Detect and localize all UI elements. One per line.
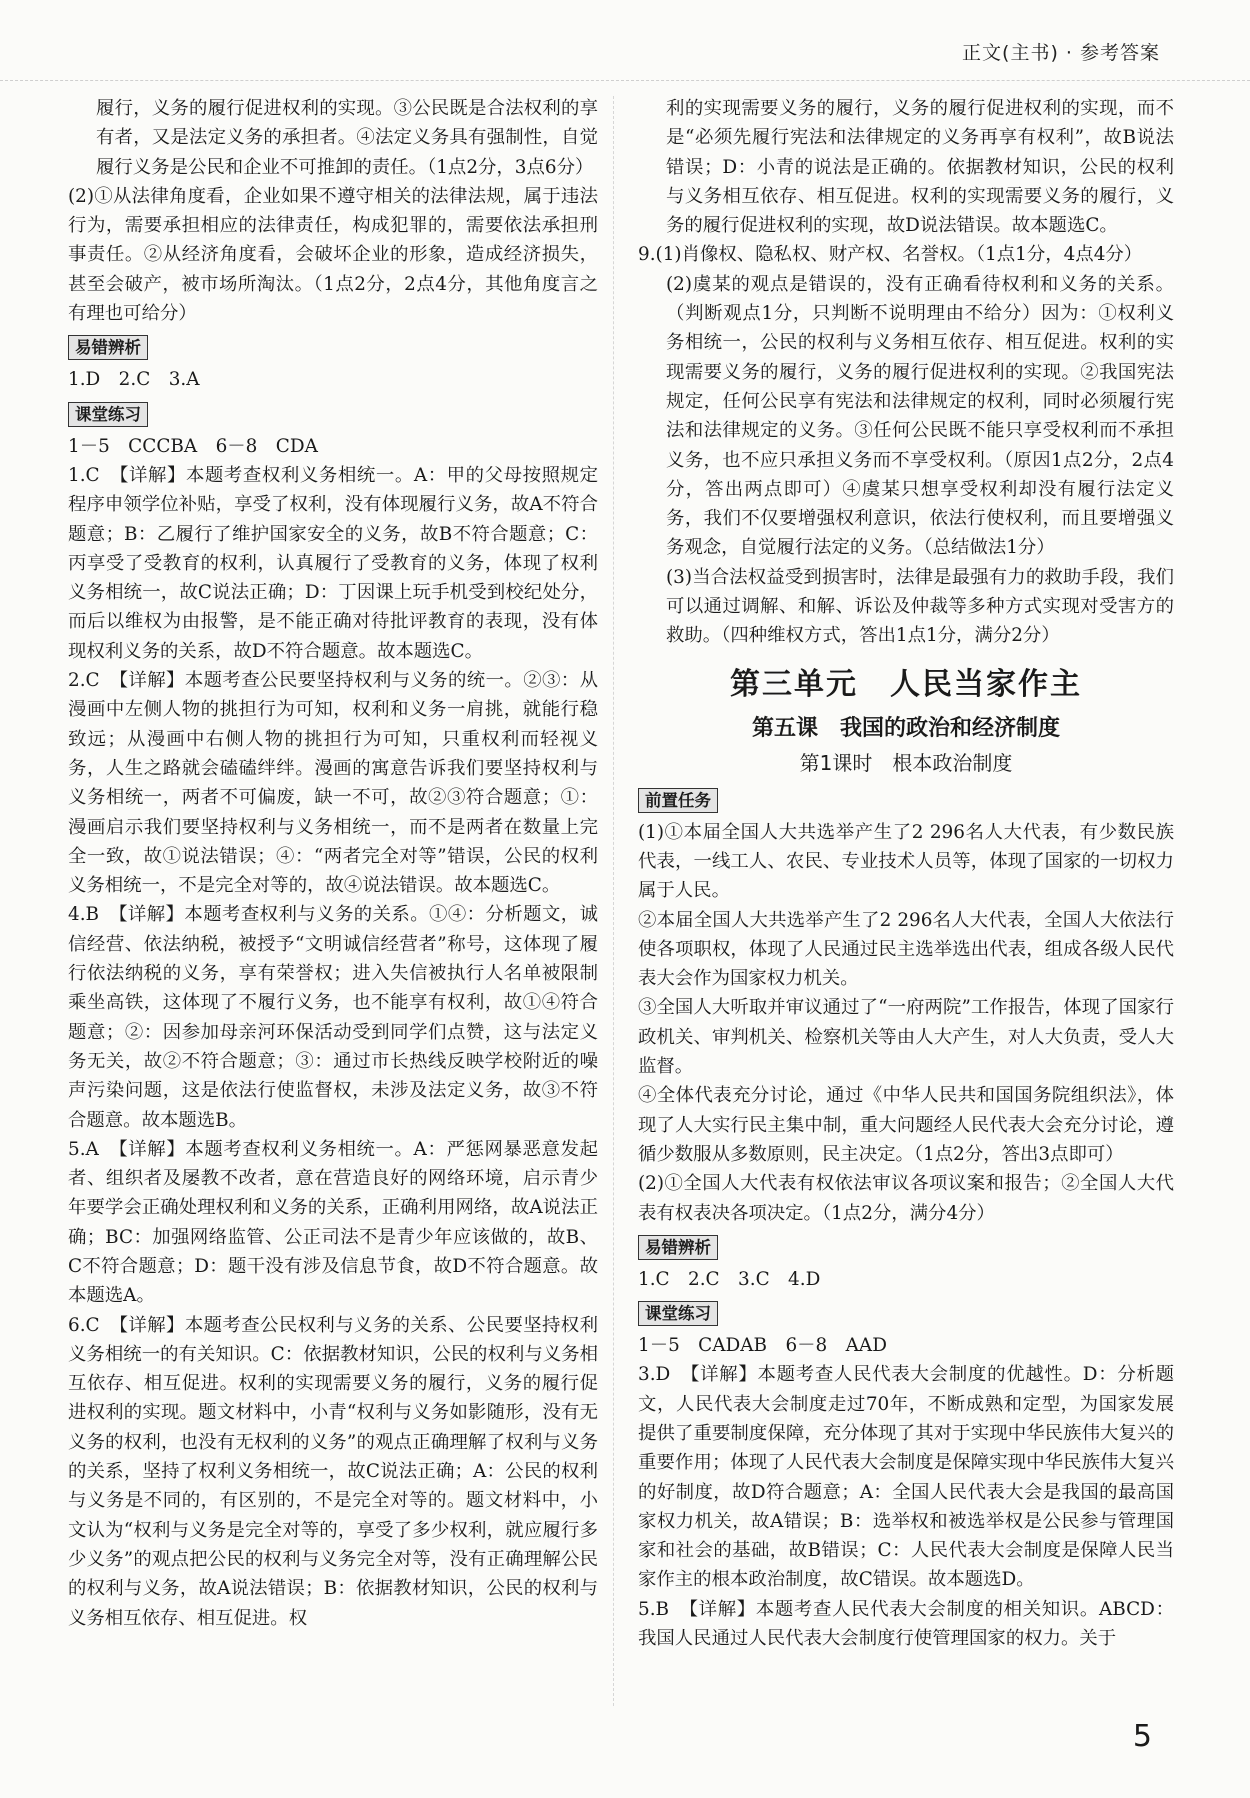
- section-tag-row: [68, 395, 598, 432]
- answer-paragraph: 2.C 【详解】本题考查公民要坚持权利与义务的统一。②③：从漫画中左侧人物的挑担行为可知，权利和义务一肩挑，就能行稳致远；从漫画中右侧人物的挑担行为可知，只重权利而轻视义务，人生之路就会磕磕绊绊。漫画的寓意告诉我们要坚持权利与义务相统一，两者不可偏废，缺一不可，故②③符合题意；①：漫画启示我们要坚持权利与义务相统一，而不是两者在数量上完全一致，故①说法错误；④：“两者完全对等”错误，公民的权利义务相统一，不是完全对等的，故④说法错误。故本题选C。: [68, 670, 598, 897]
- column-divider: [613, 96, 614, 1706]
- answer-paragraph: 6.C 【详解】本题考查公民权利与义务的关系、公民要坚持权利义务相统一的有关知识。C：依据教材知识，公民的权利与义务相互依存、相互促进。权利的实现需要义务的履行，义务的履行促进权利的实现。题文材料中，小青“权利与义务如影随形，没有无义务的权利，也没有无权利的义务”的观点正确理解了权利与义务的关系，坚持了权利义务相统一，故C说法正确；A：公民的权利与义务是不同的，有区别的，不是完全对等的。题文材料中，小文认为“权利与义务是完全对等的，享受了多少权利，就应履行多少义务”的观点把公民的权利与义务完全对等，没有正确理解公民的权利与义务，故A说法错误；B：依据教材知识，公民的权利与义务相互依存、相互促进。权: [68, 1314, 598, 1629]
- answer-paragraph: 1－5 CADAB 6－8 AAD: [638, 1335, 887, 1357]
- answer-paragraph: (3)当合法权益受到损害时，法律是最强有力的救助手段，我们可以通过调解、和解、诉讼及仲裁等多种方式实现对受害方的救助。（四种维权方式，答出1点1分，满分2分）: [666, 566, 1174, 647]
- section-tag: 易错辨析: [68, 335, 148, 360]
- answer-paragraph: 4.B 【详解】本题考查权利与义务的关系。①④：分析题文，诚信经营、依法纳税，被授予“文明诚信经营者”称号，这体现了履行依法纳税的义务，享有荣誉权；进入失信被执行人名单被限制乘坐高铁，这体现了不履行义务，也不能享有权利，故①④符合题意；②：因参加母亲河环保活动受到同学们点赞，这与法定义务无关，故②不符合题意；③：通过市长热线反映学校附近的噪声污染问题，这是依法行使监督权，未涉及法定义务，故③不符合题意。故本题选B。: [68, 904, 598, 1131]
- page-header: 正文(主书) · 参考答案: [962, 42, 1160, 64]
- answer-paragraph: 1.C 【详解】本题考查权利义务相统一。A：甲的父母按照规定程序申领学位补贴，享受了权利，没有体现履行义务，故A不符合题意；B：乙履行了维护国家安全的义务，故B不符合题意；C：丙享受了受教育的权利，认真履行了受教育的义务，体现了权利义务相统一，故C说法正确；D：丁因课上玩手机受到校纪处分，而后以维权为由报警，是不能正确对待批评教育的表现，没有体现权利义务的关系，故D不符合题意。故本题选C。: [68, 464, 598, 662]
- unit-title: 第三单元 人民当家作主: [730, 666, 1082, 702]
- answer-paragraph: 9.(1)肖像权、隐私权、财产权、名誉权。（1点1分，4点4分）: [638, 244, 1143, 266]
- answer-paragraph: (2)虞某的观点是错误的，没有正确看待权利和义务的关系。（判断观点1分，只判断不说明理由不给分）因为：①权利义务相统一，公民的权利与义务相互依存、相互促进。权利的实现需要义务的履行，义务的履行促进权利的实现。②我国宪法规定，任何公民享有宪法和法律规定的权利，同时必须履行宪法和法律规定的义务。③任何公民既不能只享受权利而不承担义务，也不应只承担义务而不享受权利。（原因1点2分，2点4分，答出两点即可）④虞某只想享受权利却没有履行法定义务，我们不仅要增强权利意识，依法行使权利，而且要增强义务观念，自觉履行法定的义务。（总结做法1分）: [666, 273, 1174, 559]
- answer-paragraph: 1－5 CCCBA 6－8 CDA: [68, 435, 318, 457]
- header-divider: [0, 80, 1250, 81]
- section-tag-row: [68, 328, 598, 365]
- answer-paragraph: 利的实现需要义务的履行，义务的履行促进权利的实现，而不是“必须先履行宪法和法律规定的义务再享有权利”，故B说法错误；D：小青的说法是正确的。依据教材知识，公民的权利与义务相互依存、相互促进。权利的实现需要义务的履行，义务的履行促进权利的实现，故D说法错误。故本题选C。: [666, 98, 1174, 237]
- answer-paragraph: 5.B 【详解】本题考查人民代表大会制度的相关知识。ABCD：我国人民通过人民代表大会制度行使管理国家的权力。关于: [638, 1598, 1174, 1650]
- section-tag-row: [638, 1294, 1174, 1331]
- section-tag-row: [638, 781, 1174, 818]
- answer-paragraph: (2)①全国人大代表有权依法审议各项议案和报告；②全国人大代表有权表决各项决定。（1点2分，满分4分）: [638, 1173, 1174, 1224]
- section-tag: 易错辨析: [638, 1235, 718, 1260]
- lesson-title: 第五课 我国的政治和经济制度: [751, 715, 1060, 741]
- answer-paragraph: (2)①从法律角度看，企业如果不遵守相关的法律法规，属于违法行为，需要承担相应的法律责任，构成犯罪的，需要依法承担刑事责任。②从经济角度看，会破坏企业的形象，造成经济损失，甚至会破产，被市场所淘汰。（1点2分，2点4分，其他角度言之有理也可给分）: [68, 185, 598, 325]
- section-tag-row: [638, 1228, 1174, 1265]
- answer-paragraph: ②本届全国人大共选举产生了2 296名人大代表，全国人大依法行使各项职权，体现了人民通过民主选举选出代表，组成各级人民代表大会作为国家权力机关。: [638, 909, 1174, 990]
- answer-paragraph: 1.D 2.C 3.A: [68, 369, 200, 391]
- section-tag: 课堂练习: [638, 1301, 718, 1326]
- answer-paragraph: 履行，义务的履行促进权利的实现。③公民既是合法权利的享有者，又是法定义务的承担者。④法定义务具有强制性，自觉履行义务是公民和企业不可推卸的责任。（1点2分，3点6分）: [96, 98, 598, 178]
- answer-paragraph: (1)①本届全国人大共选举产生了2 296名人大代表，有少数民族代表，一线工人、农民、专业技术人员等，体现了国家的一切权力属于人民。: [638, 821, 1174, 902]
- left-column: [68, 94, 598, 1633]
- section-tag: 课堂练习: [68, 402, 148, 427]
- answer-paragraph: 1.C 2.C 3.C 4.D: [638, 1268, 821, 1290]
- page-number: 5: [1132, 1719, 1152, 1754]
- period-title: 第1课时 根本政治制度: [799, 750, 1013, 775]
- right-column: [638, 94, 1174, 1653]
- section-tag: 前置任务: [638, 788, 718, 813]
- answer-paragraph: ③全国人大听取并审议通过了“一府两院”工作报告，体现了国家行政机关、审判机关、检察机关等由人大产生，对人大负责，受人大监督。: [638, 997, 1174, 1078]
- answer-paragraph: ④全体代表充分讨论，通过《中华人民共和国国务院组织法》，体现了人大实行民主集中制，重大问题经人民代表大会充分讨论，遵循少数服从多数原则，民主决定。（1点2分，答出3点即可）: [638, 1085, 1174, 1165]
- answer-paragraph: 3.D 【详解】本题考查人民代表大会制度的优越性。D：分析题文，人民代表大会制度走过70年，不断成熟和定型，为国家发展提供了重要制度保障，充分体现了其对于实现中华民族伟大复兴的重要作用；体现了人民代表大会制度是保障实现中华民族伟大复兴的好制度，故D符合题意；A：全国人民代表大会是我国的最高国家权力机关，故A错误；B：选举权和被选举权是公民参与管理国家和社会的基础，故B错误；C：人民代表大会制度是保障人民当家作主的根本政治制度，故C错误。故本题选D。: [638, 1364, 1174, 1591]
- answer-paragraph: 5.A 【详解】本题考查权利义务相统一。A：严惩网暴恶意发起者、组织者及屡教不改者，意在营造良好的网络环境，启示青少年要学会正确处理权利和义务的关系，正确利用网络，故A说法正确；BC：加强网络监管、公正司法不是青少年应该做的，故B、C不符合题意；D：题干没有涉及信息节食，故D不符合题意。故本题选A。: [68, 1138, 598, 1307]
